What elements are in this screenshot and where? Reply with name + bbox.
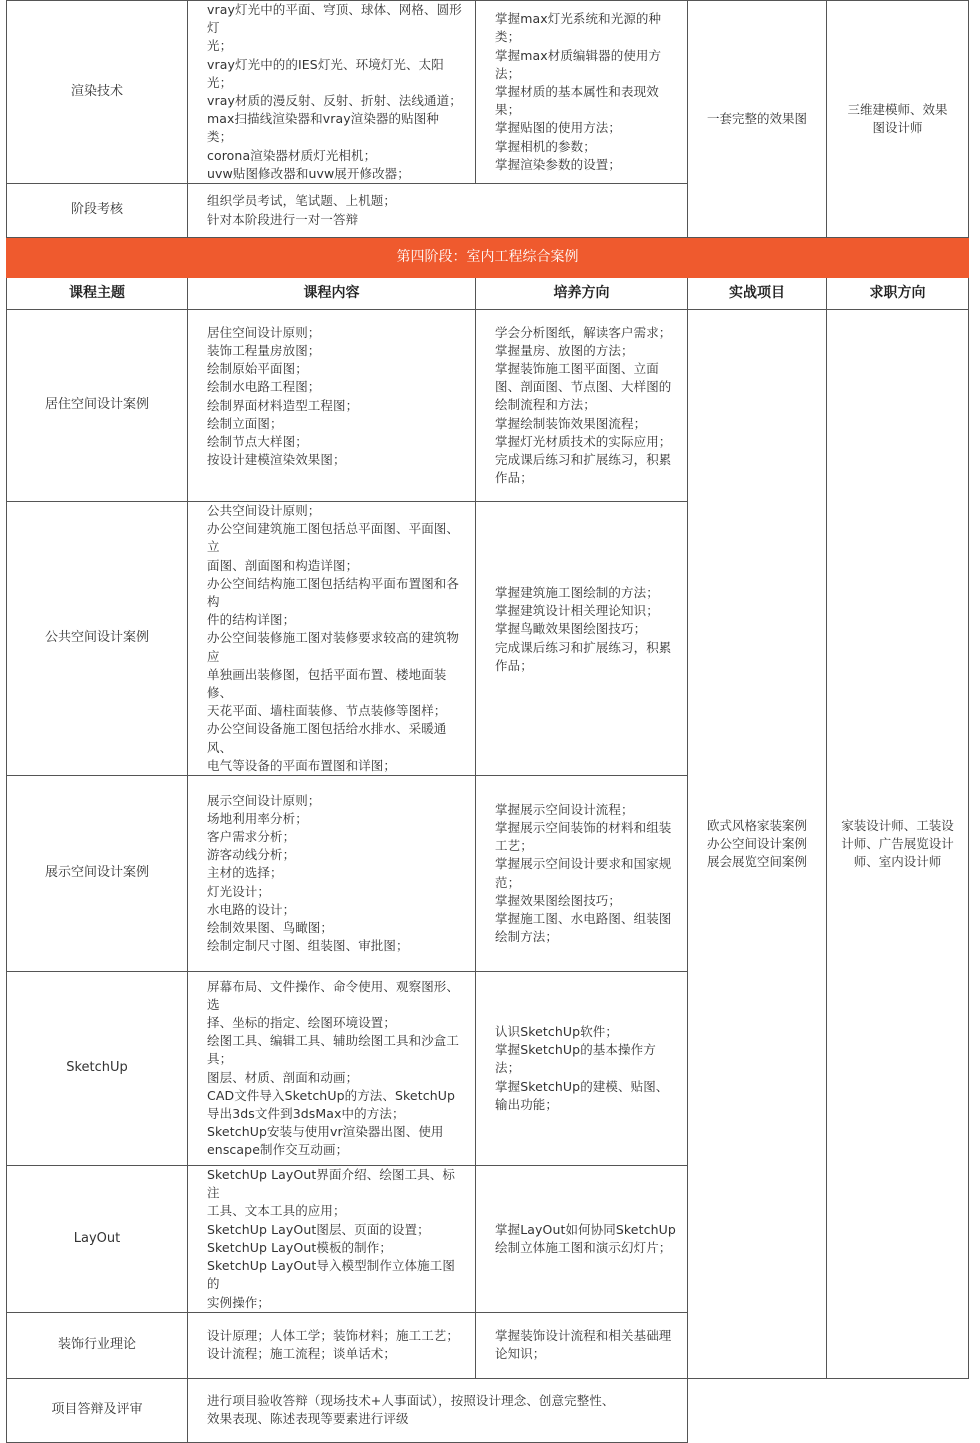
- content-line: 针对本阶段进行一对一答辩: [207, 211, 359, 227]
- course-theme: 装饰行业理论: [7, 1312, 188, 1378]
- content-line: 展示空间设计原则；: [207, 792, 321, 808]
- direction-line: 完成课后练习和扩展练习，积累: [495, 639, 672, 655]
- header-direction: 培养方向: [476, 278, 688, 310]
- course-content: [188, 502, 476, 776]
- project-line: 欧式风格家装案例: [706, 817, 807, 833]
- direction-line: 掌握量房、放图的方法；: [495, 342, 634, 358]
- content-line: SketchUp LayOut模板的制作；: [207, 1239, 392, 1255]
- direction-line: 掌握展示空间设计流程；: [495, 801, 634, 817]
- content-line: 绘制界面材料造型工程图；: [207, 397, 359, 413]
- course-theme: 居住空间设计案例: [7, 310, 188, 502]
- content-line: SketchUp LayOut图层、页面的设置；: [207, 1221, 430, 1237]
- content-line: 光；: [207, 38, 233, 54]
- direction-line: 作品；: [495, 470, 533, 486]
- direction-line: 掌握鸟瞰效果图绘图技巧；: [495, 621, 647, 637]
- practical-project: 一套完整的效果图: [688, 1, 827, 238]
- content-spacer: [207, 469, 463, 487]
- content-line: 主材的选择；: [207, 865, 283, 881]
- training-direction: [476, 310, 688, 502]
- direction-line: 范；: [495, 874, 521, 890]
- content-line: 绘制立面图；: [207, 415, 283, 431]
- direction-line: 掌握绘制装饰效果图流程；: [495, 415, 647, 431]
- direction-line: 掌握展示空间装饰的材料和组装: [495, 819, 672, 835]
- content-line: 按设计建模渲染效果图；: [207, 452, 346, 468]
- content-line: 效果表现、陈述表现等要素进行评级: [207, 1411, 409, 1427]
- direction-line: 掌握SketchUp的基本操作方: [495, 1042, 656, 1058]
- direction-line: 掌握灯光材质技术的实际应用；: [495, 433, 672, 449]
- direction-line: 认识SketchUp软件；: [495, 1024, 618, 1040]
- project-line: 展会展览空间案例: [706, 853, 807, 869]
- content-line: 水电路的设计；: [207, 901, 296, 917]
- direction-line: 完成课后练习和扩展练习，积累: [495, 452, 672, 468]
- direction-line: 掌握装饰设计流程和相关基础理: [495, 1328, 672, 1343]
- content-line: 灯光设计；: [207, 883, 271, 899]
- direction-line: 掌握LayOut如何协同SketchUp: [495, 1221, 676, 1237]
- direction-line: 掌握相机的参数；: [495, 138, 596, 154]
- direction-line: 绘制方法；: [495, 929, 559, 945]
- stage-banner-row: [7, 238, 969, 278]
- content-line: 实例操作；: [207, 1294, 271, 1310]
- content-line: 天花平面、墙柱面装修、节点装修等图样；: [207, 703, 447, 719]
- direction-line: 法；: [495, 1060, 521, 1076]
- content-line: CAD文件导入SketchUp的方法、SketchUp: [207, 1087, 456, 1103]
- header-theme: 课程主题: [7, 278, 188, 310]
- direction-line: 掌握建筑设计相关理论知识；: [495, 603, 659, 619]
- content-line: 绘图工具、编辑工具、辅助绘图工具和沙盒工: [207, 1033, 460, 1049]
- content-line: 面图、剖面图和构造详图；: [207, 557, 359, 573]
- course-theme: 阶段考核: [7, 184, 188, 238]
- content-line: vray材质的漫反射、反射、折射、法线通道；: [207, 93, 462, 109]
- content-line: vray灯光中的的IES灯光、环境灯光、太阳光；: [207, 56, 444, 90]
- content-line: 绘制定制尺寸图、组装图、审批图；: [207, 938, 409, 954]
- course-content: [188, 1378, 688, 1442]
- content-line: SketchUp LayOut界面介绍、绘图工具、标注: [207, 1167, 455, 1201]
- content-line: 具；: [207, 1051, 233, 1067]
- course-content: [188, 310, 476, 502]
- direction-line: 掌握max灯光系统和光源的种类；: [495, 11, 662, 45]
- content-line: uvw贴图修改器和uvw展开修改器；: [207, 165, 410, 181]
- content-line: 设计流程；施工流程；谈单话术；: [207, 1346, 397, 1362]
- course-theme: 公共空间设计案例: [7, 502, 188, 776]
- direction-line: 掌握贴图的使用方法；: [495, 120, 622, 136]
- content-line: SketchUp LayOut导入模型制作立体施工图的: [207, 1258, 455, 1292]
- content-line: 办公空间设备施工图包括给水排水、采暖通风、: [207, 721, 447, 755]
- content-line: 电气等设备的平面布置图和详图；: [207, 757, 397, 773]
- content-line: corona渲染器材质灯光相机；: [207, 147, 377, 163]
- header-project: 实战项目: [688, 278, 827, 310]
- practical-project: [688, 310, 827, 1379]
- direction-line: 掌握SketchUp的建模、贴图、: [495, 1078, 669, 1094]
- course-theme: SketchUp: [7, 972, 188, 1166]
- job-line: 图设计师: [872, 120, 923, 136]
- direction-line: 掌握max材质编辑器的使用方法；: [495, 47, 662, 81]
- career-direction: [827, 310, 969, 1379]
- content-line: 图层、材质、剖面和动画；: [207, 1069, 359, 1085]
- job-line: 计师、广告展览设计: [841, 835, 954, 851]
- training-direction: [476, 1166, 688, 1313]
- training-direction: [476, 776, 688, 972]
- course-content: [188, 776, 476, 972]
- course-theme: LayOut: [7, 1166, 188, 1313]
- project-line: 办公空间设计案例: [706, 835, 807, 851]
- direction-line: 掌握展示空间设计要求和国家规: [495, 856, 672, 872]
- direction-line: 掌握建筑施工图绘制的方法；: [495, 585, 659, 601]
- content-line: enscape制作交互动画；: [207, 1142, 349, 1158]
- table-header-row: [7, 278, 969, 310]
- content-line: 工具、文本工具的应用；: [207, 1203, 346, 1219]
- content-line: 组织学员考试，笔试题、上机题；: [207, 193, 397, 209]
- content-line: 办公空间建筑施工图包括总平面图、平面图、立: [207, 521, 460, 555]
- direction-line: 作品；: [495, 657, 533, 673]
- content-line: 择、坐标的指定、绘图环境设置；: [207, 1014, 397, 1030]
- direction-line: 论知识；: [495, 1346, 546, 1362]
- training-direction: [476, 502, 688, 776]
- table-row: [7, 1, 969, 184]
- content-line: 进行项目验收答辩（现场技术+人事面试），按照设计理念、创意完整性、: [207, 1393, 615, 1408]
- stage-banner: 第四阶段：室内工程综合案例: [7, 238, 969, 278]
- direction-line: 学会分析图纸，解读客户需求；: [495, 324, 672, 340]
- training-direction: [476, 1, 688, 184]
- direction-line: 输出功能；: [495, 1096, 559, 1112]
- job-line: 家装设计师、工装设: [841, 817, 954, 833]
- course-theme: 项目答辩及评审: [7, 1378, 188, 1442]
- course-theme: 展示空间设计案例: [7, 776, 188, 972]
- content-line: 绘制水电路工程图；: [207, 379, 321, 395]
- content-line: 居住空间设计原则；: [207, 324, 321, 340]
- content-line: max扫描线渲染器和vray渲染器的贴图种类；: [207, 111, 439, 145]
- training-direction: [476, 972, 688, 1166]
- course-theme: 渲染技术: [7, 1, 188, 184]
- curriculum-table: [6, 0, 969, 1443]
- content-line: vray灯光中的平面、穹顶、球体、网格、圆形灯: [207, 2, 462, 36]
- course-content: [188, 972, 476, 1166]
- content-line: 绘制效果图、鸟瞰图；: [207, 920, 334, 936]
- content-line: SketchUp安装与使用vr渲染器出图、使用: [207, 1124, 444, 1140]
- table-row: [7, 1378, 969, 1442]
- content-line: 办公空间装修施工图对装修要求较高的建筑物应: [207, 630, 460, 664]
- content-line: 公共空间设计原则；: [207, 503, 321, 519]
- career-direction: [827, 1, 969, 238]
- content-line: 导出3ds文件到3dsMax中的方法；: [207, 1105, 405, 1121]
- direction-line: 绘制立体施工图和演示幻灯片；: [495, 1239, 672, 1255]
- content-line: 装饰工程量房放图；: [207, 342, 321, 358]
- direction-line: 掌握施工图、水电路图、组装图: [495, 910, 672, 926]
- training-direction: [476, 1312, 688, 1378]
- table-row: [7, 310, 969, 502]
- course-content: [188, 184, 688, 238]
- curriculum-table-wrapper: [6, 0, 968, 1427]
- content-line: 屏幕布局、文件操作、命令使用、观察图形、选: [207, 978, 460, 1012]
- header-content: 课程内容: [188, 278, 476, 310]
- content-line: 绘制原始平面图；: [207, 361, 308, 377]
- content-line: 单独画出装修图，包括平面布置、楼地面装修、: [207, 666, 447, 701]
- content-line: 游客动线分析；: [207, 847, 296, 863]
- direction-line: 图、剖面图、节点图、大样图的: [495, 379, 672, 395]
- course-content: [188, 1312, 476, 1378]
- job-line: 三维建模师、效果: [847, 101, 948, 117]
- direction-line: 掌握渲染参数的设置；: [495, 156, 622, 172]
- direction-line: 掌握效果图绘图技巧；: [495, 892, 622, 908]
- direction-line: 掌握装饰施工图平面图、立面: [495, 361, 659, 377]
- course-content: [188, 1166, 476, 1313]
- direction-line: 掌握材质的基本属性和表现效果；: [495, 83, 659, 118]
- job-line: 师、室内设计师: [853, 853, 942, 869]
- content-line: 绘制节点大样图；: [207, 433, 308, 449]
- content-line: 件的结构详图；: [207, 612, 296, 628]
- course-content: [188, 1, 476, 184]
- header-job: 求职方向: [827, 278, 969, 310]
- content-line: 客户需求分析；: [207, 829, 296, 845]
- content-line: 办公空间结构施工图包括结构平面布置图和各构: [207, 575, 460, 610]
- content-line: 场地利用率分析；: [207, 810, 308, 826]
- empty-cell: [688, 1378, 969, 1442]
- direction-spacer: [495, 675, 677, 693]
- content-line: 设计原理；人体工学；装饰材料；施工工艺；: [207, 1328, 460, 1343]
- direction-line: 绘制流程和方法；: [495, 397, 596, 413]
- direction-line: 工艺；: [495, 838, 533, 854]
